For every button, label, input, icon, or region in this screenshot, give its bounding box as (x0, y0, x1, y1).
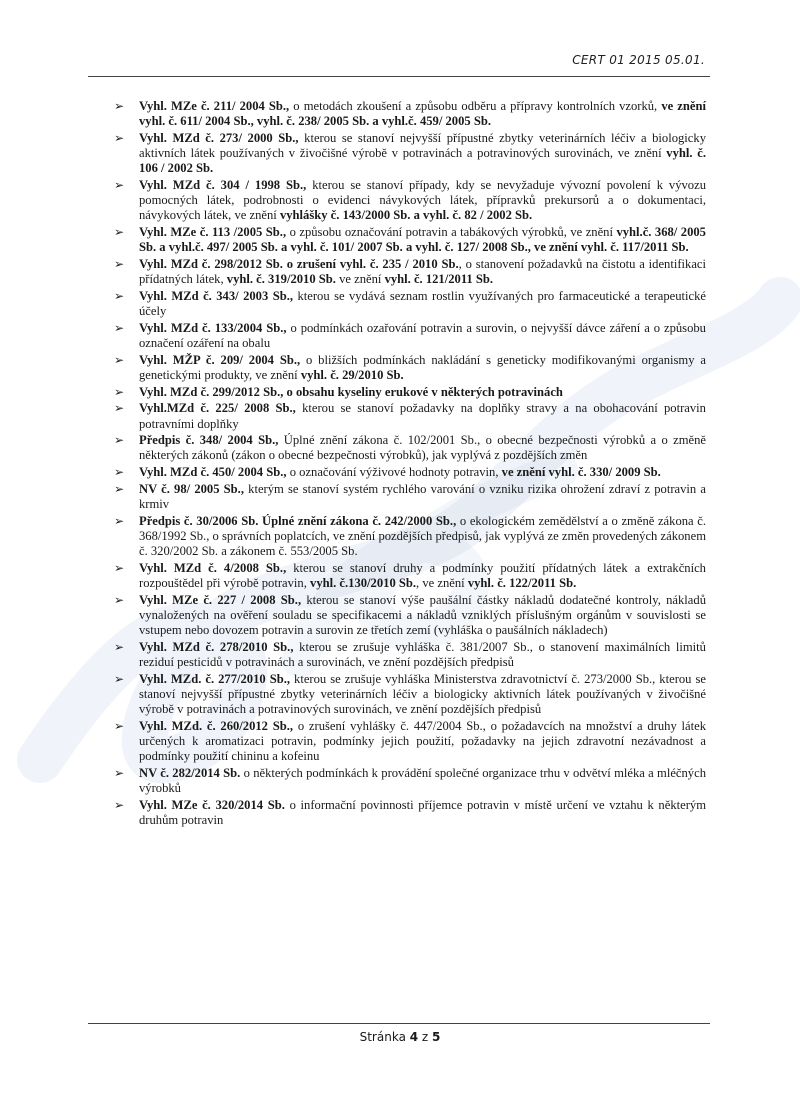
list-item (114, 385, 706, 400)
regulation-reference: Vyhl. MZd č. 299/2012 Sb., o obsahu kyseliny erukové v některých potravinách (139, 384, 563, 399)
regulation-reference: Vyhl. MZe č. 113 /2005 Sb., (139, 225, 287, 240)
arrow-bullet-icon: ➢ (114, 433, 125, 448)
arrow-bullet-icon: ➢ (114, 99, 125, 113)
current-page: 4 (409, 1030, 419, 1044)
regulation-reference: Vyhl. MZe č. 320/2014 Sb. (139, 797, 285, 812)
list-item (114, 482, 706, 512)
regulation-description: , o stanovení požadavků na čistotu a identifikaci přídatných látek, (139, 257, 706, 287)
list-item (114, 401, 706, 431)
regulation-description: kterou se stanoví výše paušální částky nákladů dodatečné kontroly, nákladů vynaložených na ověření souladu se specifikacemi a nákladů vzniklých příslušným orgánům v souvislosti se vstupem nebo dovozem potravin a surovin ze třetích zemí (vyhláška o paušálních nákladech) (139, 592, 706, 638)
regulation-reference: Vyhl. MZd č. 343/ 2003 Sb., (139, 288, 294, 303)
arrow-bullet-icon: ➢ (114, 718, 125, 733)
arrow-bullet-icon: ➢ (114, 513, 125, 528)
list-item (114, 719, 706, 765)
regulation-reference: Vyhl.MZd č. 225/ 2008 Sb., (139, 401, 296, 416)
regulation-reference: Vyhl. MZd č. 278/2010 Sb., (139, 639, 294, 654)
regulation-description: kterou se stanoví druhy a podmínky použití přídatných látek a extrakčních rozpouštědel při výrobě potravin, (139, 560, 706, 591)
regulation-description: Úplné znění zákona č. 102/2001 Sb., o obecné bezpečnosti výrobků a o změně některých zákonů (zákon o obecné bezpečnosti výrobků), jak vyplývá z pozdějších změn (139, 433, 706, 463)
regulation-description: o ekologickém zemědělství a o změně zákona č. 368/1992 Sb., o správních poplatcích, ve znění pozdějších předpisů, jak vyplývá ze změn provedených zákonem č. 320/2002 Sb. a zákonem č. 553/2005 Sb. (139, 513, 707, 559)
arrow-bullet-icon: ➢ (114, 465, 125, 480)
regulation-reference: Vyhl. MZe č. 227 / 2008 Sb., (139, 592, 302, 607)
regulation-reference: vyhl. č. 121/2011 Sb. (384, 272, 494, 287)
list-item (114, 798, 706, 828)
regulation-reference: ve znění vyhl. č. 330/ 2009 Sb. (501, 465, 661, 480)
arrow-bullet-icon: ➢ (114, 671, 125, 686)
list-item (114, 766, 706, 796)
regulation-reference: vyhl.č. 368/ 2005 Sb. a vyhl.č. 497/ 2005 Sb. a vyhl. č. 101/ 2007 Sb. a vyhl. č. 127/ 2008 Sb., ve znění vyhl. č. 117/2011 Sb. (139, 225, 706, 255)
regulation-reference: Vyhl. MZd č. 304 / 1998 Sb., (139, 178, 307, 193)
list-item (114, 99, 706, 129)
arrow-bullet-icon: ➢ (114, 384, 125, 399)
list-item (114, 672, 706, 718)
regulation-description: kterou se stanoví případy, kdy se nevyžaduje vývozní povolení k vývozu pomocných látek, podrobnosti o evidenci návykových látek, přípravků prekursorů a o dokumentaci, návykových látek, ve znění (139, 178, 706, 223)
regulation-reference: Vyhl. MZd č. 450/ 2004 Sb., (139, 465, 287, 480)
list-item (114, 178, 706, 224)
regulation-description: ve znění (335, 272, 385, 287)
regulation-description: kterou se stanoví nejvyšší přípustné zbytky veterinárních léčiv a biologicky aktivních látek používaných v živočišné výrobě v potravinách a potravinových surovinách, ve znění (139, 130, 706, 161)
regulation-description: o některých podmínkách k provádění společné organizace trhu v odvětví mléka a mléčných výrobků (139, 766, 706, 796)
list-item (114, 225, 706, 255)
regulation-description: kterou se zrušuje vyhláška č. 381/2007 Sb., o stanovení maximálních limitů reziduí pesticidů v potravinách a surovinách, ve znění pozdějších předpisů (139, 639, 706, 670)
list-item (114, 289, 706, 319)
page-footer (0, 1030, 800, 1044)
arrow-bullet-icon: ➢ (114, 352, 125, 367)
arrow-bullet-icon: ➢ (114, 178, 125, 193)
regulation-reference: Vyhl. MZd. č. 260/2012 Sb., (139, 718, 294, 733)
page-label: Stránka (359, 1030, 410, 1044)
arrow-bullet-icon: ➢ (114, 766, 125, 781)
regulation-reference: NV č. 98/ 2005 Sb., (139, 481, 244, 496)
arrow-bullet-icon: ➢ (114, 130, 125, 145)
regulation-reference: ve znění vyhl. č. 611/ 2004 Sb., vyhl. č. 238/ 2005 Sb. a vyhl.č. 459/ 2005 Sb. (139, 99, 706, 129)
regulation-description: kterým se stanoví systém rychlého varování o vzniku rizika ohrožení zdraví z potravin a krmiv (139, 481, 706, 512)
regulation-reference: Vyhl. MZe č. 211/ 2004 Sb., (139, 99, 290, 113)
regulation-description: , ve znění (416, 576, 468, 591)
list-item (114, 514, 706, 560)
list-item (114, 593, 706, 639)
list-item (114, 433, 706, 463)
regulation-description: o podmínkách ozařování potravin a surovin, o nejvyšší dávce záření a o způsobu označení ozáření na obalu (139, 320, 706, 351)
arrow-bullet-icon: ➢ (114, 592, 125, 607)
regulation-description: kterou se stanoví požadavky na doplňky stravy a na obohacování potravin potravními doplňky (139, 401, 706, 431)
regulation-description: o způsobu označování potravin a tabákových výrobků, ve znění (286, 225, 617, 240)
list-item (114, 257, 706, 287)
regulation-reference: Vyhl. MZd. č. 277/2010 Sb., (139, 671, 291, 686)
list-item (114, 640, 706, 670)
footer-divider (88, 1023, 710, 1024)
arrow-bullet-icon: ➢ (114, 797, 125, 812)
regulation-reference: Vyhl. MŽP č. 209/ 2004 Sb., (139, 352, 301, 367)
list-item (114, 353, 706, 383)
regulation-reference: vyhl. č. 106 / 2002 Sb. (139, 146, 706, 176)
regulation-reference: Vyhl. MZd č. 133/2004 Sb., (139, 320, 287, 335)
regulation-description: o informační povinnosti příjemce potravin v místě určení ve vztahu k některým druhům potravin (139, 797, 706, 828)
regulation-description: o označování výživové hodnoty potravin, (286, 465, 502, 480)
arrow-bullet-icon: ➢ (114, 481, 125, 496)
regulation-description: kterou se vydává seznam rostlin využívaných pro farmaceutické a terapeutické účely (139, 288, 706, 319)
regulation-description: kterou se zrušuje vyhláška Ministerstva zdravotnictví č. 273/2000 Sb., kterou se stanoví nejvyšší přípustné zbytky veterinárních léčiv a biologicky aktivních látek používaných v živočišné výrobě v potravinách a potravinových surovinách, ve znění pozdějších předpisů (139, 671, 706, 717)
list-item (114, 465, 706, 480)
document-code: CERT 01 2015 05.01. (572, 53, 705, 67)
arrow-bullet-icon: ➢ (114, 560, 125, 575)
regulation-list (114, 99, 706, 830)
total-pages: 5 (432, 1030, 441, 1044)
list-item (114, 321, 706, 351)
arrow-bullet-icon: ➢ (114, 288, 125, 303)
arrow-bullet-icon: ➢ (114, 639, 125, 654)
arrow-bullet-icon: ➢ (114, 320, 125, 335)
regulation-reference: vyhlášky č. 143/2000 Sb. a vyhl. č. 82 / 2002 Sb. (279, 208, 533, 223)
regulation-description: o zrušení vyhlášky č. 447/2004 Sb., o požadavcích na množství a druhy látek určených k aromatizaci potravin, podmínky jejich použití, požadavky na jejich zdravotní nezávadnost a podmínky použití chininu a kofeinu (139, 718, 707, 764)
arrow-bullet-icon: ➢ (114, 257, 125, 272)
page-of-label: z (418, 1030, 433, 1044)
regulation-reference: NV č. 282/2014 Sb. (139, 766, 241, 781)
regulation-reference: vyhl. č. 319/2010 Sb. (226, 272, 336, 287)
regulation-description: o bližších podmínkách nakládání s geneticky modifikovanými organismy a genetickými produkty, ve znění (139, 352, 706, 382)
arrow-bullet-icon: ➢ (114, 401, 125, 416)
regulation-reference: Vyhl. MZd č. 298/2012 Sb. o zrušení vyhl. č. 235 / 2010 Sb. (139, 257, 459, 272)
arrow-bullet-icon: ➢ (114, 225, 125, 240)
regulation-reference: Vyhl. MZd č. 273/ 2000 Sb., (139, 130, 299, 145)
regulation-reference: Vyhl. MZd č. 4/2008 Sb., (139, 560, 287, 575)
regulation-description: o metodách zkoušení a způsobu odběru a přípravy kontrolních vzorků, (289, 99, 662, 113)
regulation-reference: vyhl. č. 29/2010 Sb. (300, 367, 404, 382)
list-item (114, 131, 706, 177)
list-item (114, 561, 706, 591)
regulation-reference: Předpis č. 30/2006 Sb. Úplné znění zákona č. 242/2000 Sb., (139, 513, 457, 528)
regulation-reference: Předpis č. 348/ 2004 Sb., (139, 433, 279, 448)
header-divider (88, 76, 710, 77)
regulation-reference: vyhl. č.130/2010 Sb. (310, 576, 417, 591)
regulation-reference: vyhl. č. 122/2011 Sb. (467, 576, 577, 591)
